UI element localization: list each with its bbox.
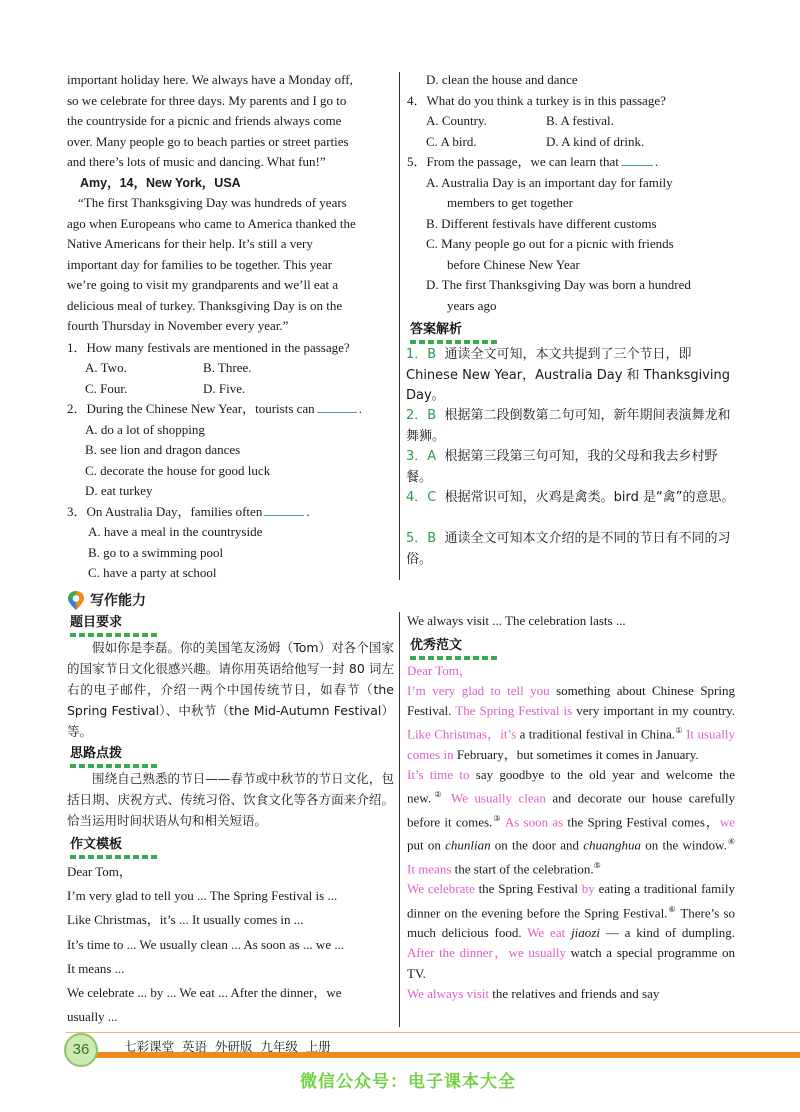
footer-book-title: 七彩课堂 英语 外研版 九年级 上册 bbox=[124, 1039, 331, 1054]
q2-option-c: C. decorate the house for good luck bbox=[85, 463, 271, 478]
q1-option-a: A. Two. bbox=[85, 360, 127, 375]
answer-blank bbox=[621, 153, 653, 166]
q5-option-c-cont: before Chinese New Year bbox=[447, 257, 580, 272]
template-text bbox=[67, 860, 397, 1029]
reading-line: and there’s lots of music and dancing. What fun!” bbox=[67, 154, 326, 169]
template-line: It’s time to ... We usually clean ... As soon as ... we ... bbox=[67, 936, 345, 952]
template-line: Dear Tom， bbox=[67, 864, 132, 879]
reading-line: “The first Thanksgiving Day was hundreds of years bbox=[78, 195, 347, 210]
page-number-badge bbox=[64, 1033, 98, 1067]
template-heading: 作文模板 bbox=[70, 836, 158, 859]
reading-line: important holiday here. We always have a Monday off, bbox=[67, 72, 353, 87]
q4-option-d: D. A kind of drink. bbox=[546, 134, 645, 149]
q1-option-c: C. Four. bbox=[85, 381, 128, 396]
q4-option-c: C. A bird. bbox=[426, 134, 477, 149]
tips-heading: 思路点拨 bbox=[70, 745, 158, 768]
task-heading: 题目要求 bbox=[70, 614, 158, 637]
template-line: usually ... bbox=[67, 1009, 118, 1025]
reading-line: the countryside for a picnic and friends always come bbox=[67, 113, 342, 128]
answer-5: 5．B 通读全文可知本文介绍的是不同的节日有不同的习俗。 bbox=[406, 531, 731, 567]
reading-line: over. Many people go to beach parties or street parties bbox=[67, 133, 349, 149]
model-essay: I’m very glad to tell you something about Chinese Spring Festival. The Spring Festival is very important in my country. Like Christmas，it’s a traditional festival in China.① It usually comes in February，but sometimes it comes in January. It’s time to say goodbye to the old year and welcome the new.② We usually clean and decorate our house carefully before it comes.③ As soon as the Spring Festival comes，we put on chunlian on the door and chuanghua on the window.④ It means the start of the celebration.⑤ We celebrate the Spring Festival by eating a traditional family dinner on the evening before the Spring Festival.⑥ There’s so much delicious food. We eat jiaozi — a kind of dumpling. After the dinner，we usually watch a special programme on TV. We always visit the relatives and friends and say bbox=[407, 683, 736, 1001]
question-5-stem: 5．From the passage，we can learn that . bbox=[407, 154, 659, 169]
question-4-stem: 4．What do you think a turkey is in this passage? bbox=[407, 93, 666, 108]
column-separator-bottom bbox=[399, 612, 400, 1027]
tips-text: 围绕自己熟悉的节日——春节或中秋节的节日文化，包括日期、庆祝方式、传统习俗、饮食文化等各方面来介绍。恰当运用时间状语从句和相关短语。 bbox=[67, 771, 394, 828]
answers-heading bbox=[410, 321, 498, 344]
q2-option-b: B. see lion and dragon dances bbox=[85, 442, 241, 457]
location-pin-icon bbox=[66, 590, 86, 612]
answer-4: 4．C 根据常识可知，火鸡是禽类。bird 是“禽”的意思。 bbox=[406, 490, 735, 505]
amy-heading: Amy，14，New York，USA bbox=[80, 176, 241, 190]
q3-option-d: D. clean the house and dance bbox=[426, 72, 578, 87]
reading-line: so we celebrate for three days. My parents and I go to bbox=[67, 92, 347, 108]
footer-bar-thin bbox=[66, 1032, 800, 1033]
answer-1: 1．B 通读全文可知，本文共提到了三个节日，即 Chinese New Year，Australia Day 和 Thanksgiving Day。 bbox=[406, 347, 730, 403]
q2-option-a: A. do a lot of shopping bbox=[85, 422, 205, 437]
q3-option-c: C. have a party at school bbox=[88, 565, 217, 580]
question-3-stem: 3．On Australia Day，families often . bbox=[67, 504, 310, 519]
reading-line: important day for families to be together. This year bbox=[67, 256, 333, 272]
question-1-stem: 1．How many festivals are mentioned in the passage? bbox=[67, 340, 350, 355]
writing-section-title: 写作能力 bbox=[90, 593, 146, 609]
q3-option-a: A. have a meal in the countryside bbox=[88, 524, 263, 539]
q5-option-a: A. Australia Day is an important day for family bbox=[426, 175, 673, 190]
answer-blank bbox=[264, 503, 304, 516]
q5-option-c: C. Many people go out for a picnic with friends bbox=[426, 236, 674, 251]
q5-option-d: D. The first Thanksgiving Day was born a hundred bbox=[426, 277, 691, 292]
reading-passage-top bbox=[67, 70, 394, 173]
template-line: I’m very glad to tell you ... The Spring Festival is ... bbox=[67, 888, 338, 904]
q5-option-b: B. Different festivals have different customs bbox=[426, 216, 657, 231]
answer-blank bbox=[317, 400, 357, 413]
reading-line: fourth Thursday in November every year.” bbox=[67, 318, 289, 333]
q1-option-b: B. Three. bbox=[203, 360, 252, 375]
reading-line: ago when Europeans who came to America thanked the bbox=[67, 215, 356, 231]
template-line: Like Christmas，it’s ... It usually comes in ... bbox=[67, 912, 304, 928]
reading-line: we’re going to visit my grandparents and we’ll eat a bbox=[67, 277, 339, 292]
q4-option-a: A. Country. bbox=[426, 113, 487, 128]
answers-heading-text: 答案解析 bbox=[410, 322, 463, 337]
reading-line: Native Americans for their help. It’s still a very bbox=[67, 236, 313, 251]
model-salutation: Dear Tom， bbox=[407, 663, 472, 678]
template-line: It means ... bbox=[67, 960, 125, 976]
column-separator-top bbox=[399, 72, 400, 580]
model-heading: 优秀范文 bbox=[410, 637, 498, 660]
watermark-text: 微信公众号：电子课本大全 bbox=[300, 1072, 516, 1092]
template-continuation: We always visit ... The celebration lasts ... bbox=[407, 613, 626, 628]
answer-2: 2．B 根据第二段倒数第二句可知，新年期间表演舞龙和舞狮。 bbox=[406, 408, 731, 444]
q5-option-a-cont: members to get together bbox=[447, 195, 573, 210]
reading-line: delicious meal of turkey. Thanksgiving Day is on the bbox=[67, 297, 343, 313]
answer-3: 3．A 根据第三段第三句可知，我的父母和我去乡村野餐。 bbox=[406, 449, 718, 485]
q4-option-b: B. A festival. bbox=[546, 113, 614, 128]
task-text: 假如你是李磊。你的美国笔友汤姆（Tom）对各个国家的国家节日文化很感兴趣。请你用英语给他写一封 80 词左右的电子邮件，介绍一两个中国传统节日，如春节（the Spring Festival）、中秋节（the Mid-Autumn Festival）等。 bbox=[67, 640, 394, 739]
q3-option-b: B. go to a swimming pool bbox=[88, 545, 224, 560]
question-2-stem: 2．During the Chinese New Year，tourists can . bbox=[67, 401, 362, 416]
q2-option-d: D. eat turkey bbox=[85, 483, 153, 498]
page-number: 36 bbox=[72, 1041, 90, 1058]
q5-option-d-cont: years ago bbox=[447, 298, 497, 313]
template-line: We celebrate ... by ... We eat ... After the dinner，we bbox=[67, 985, 342, 1001]
q1-option-d: D. Five. bbox=[203, 381, 246, 396]
amy-paragraph bbox=[67, 193, 394, 337]
